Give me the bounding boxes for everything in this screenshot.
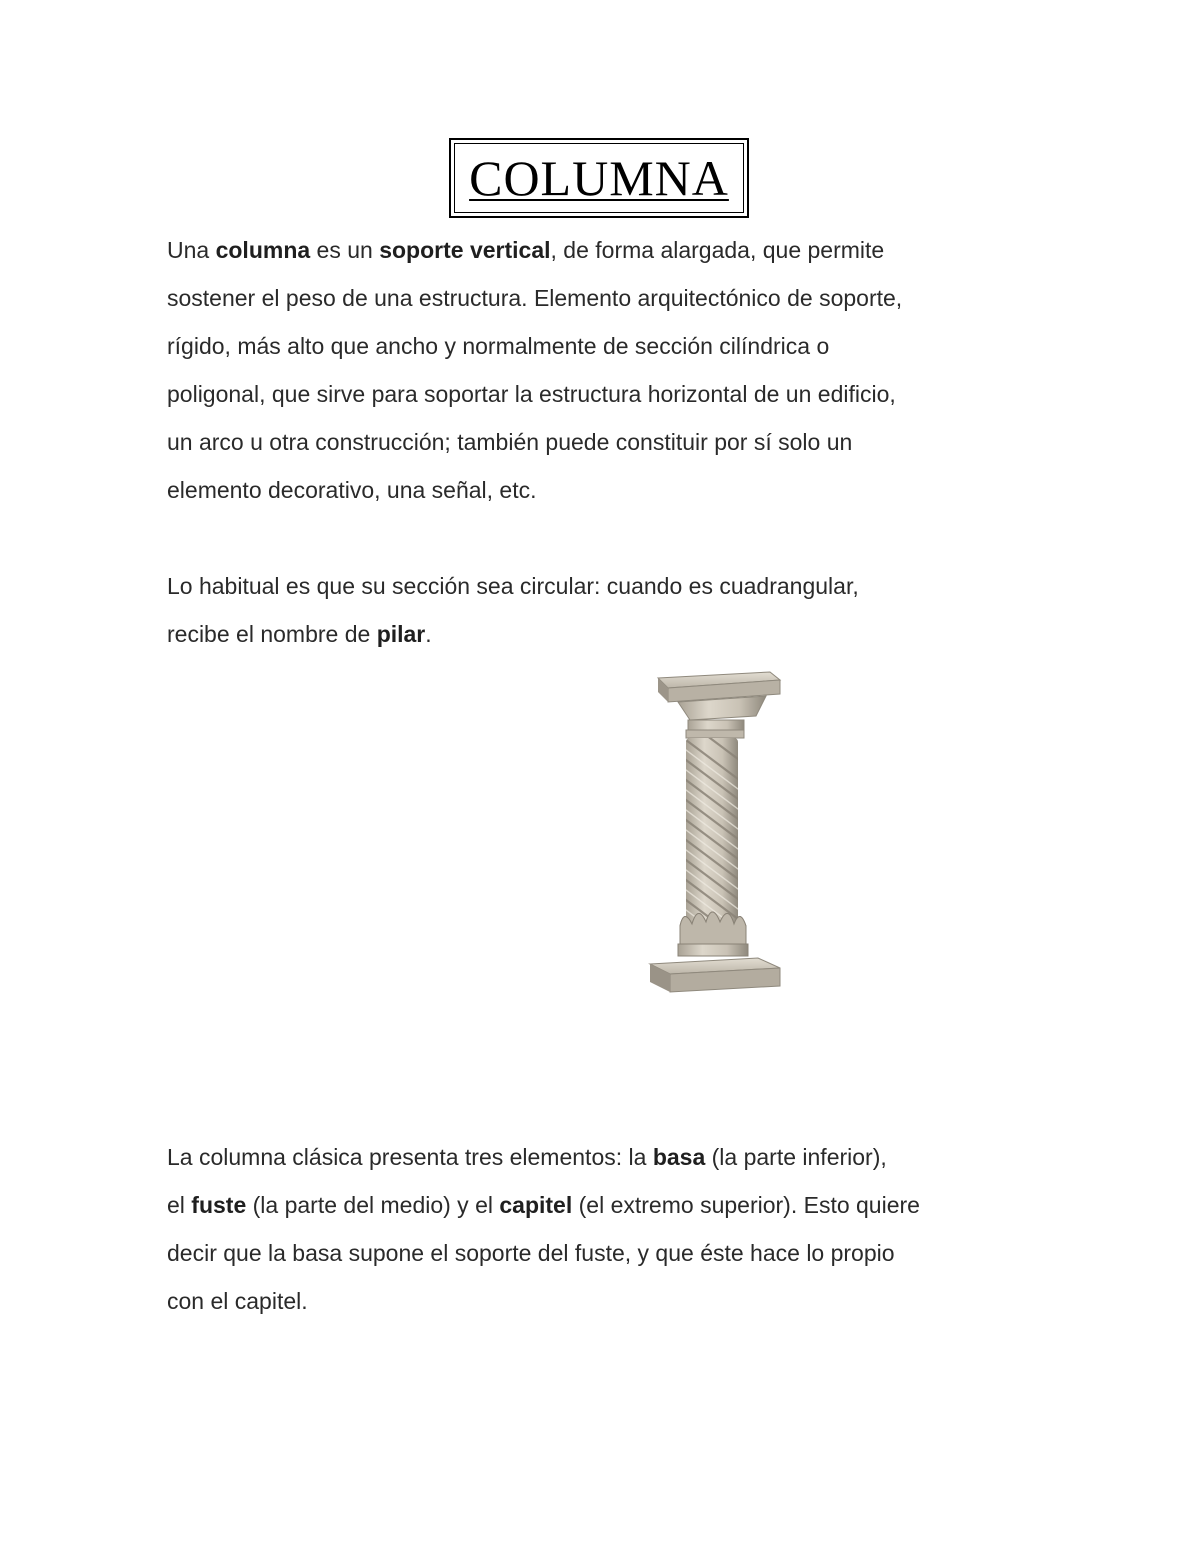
paragraph-section bbox=[167, 562, 1047, 658]
title-box bbox=[449, 138, 749, 218]
bold-term-capitel: capitel bbox=[499, 1192, 573, 1218]
text-line: un arco u otra construcción; también puede constituir por sí solo un bbox=[167, 429, 853, 455]
text-run: es un bbox=[310, 237, 380, 263]
bold-term-fuste: fuste bbox=[191, 1192, 247, 1218]
column-illustration bbox=[640, 668, 790, 996]
text-run: recibe el nombre de bbox=[167, 621, 377, 647]
bold-term-soporte-vertical: soporte vertical bbox=[379, 237, 551, 263]
text-line bbox=[167, 226, 1047, 274]
twisted-column-icon bbox=[640, 668, 790, 996]
text-run: el bbox=[167, 1192, 192, 1218]
text-line: elemento decorativo, una señal, etc. bbox=[167, 477, 537, 503]
bold-term-pilar: pilar bbox=[376, 621, 426, 647]
text-run: (la parte inferior), bbox=[705, 1144, 887, 1170]
text-run: , de forma alargada, que permite bbox=[550, 237, 885, 263]
text-line: sostener el peso de una estructura. Elemento arquitectónico de soporte, bbox=[167, 285, 903, 311]
text-line: poligonal, que sirve para soportar la estructura horizontal de un edificio, bbox=[167, 381, 896, 407]
text-run: La columna clásica presenta tres elementos: la bbox=[167, 1144, 653, 1170]
text-run: Una bbox=[167, 237, 216, 263]
page-title: COLUMNA bbox=[469, 150, 729, 206]
text-line: decir que la basa supone el soporte del fuste, y que éste hace lo propio bbox=[167, 1240, 895, 1266]
text-run: (el extremo superior). Esto quiere bbox=[572, 1192, 920, 1218]
text-line: rígido, más alto que ancho y normalmente de sección cilíndrica o bbox=[167, 333, 830, 359]
text-run: . bbox=[425, 621, 432, 647]
text-line bbox=[167, 1181, 1047, 1229]
bold-term-basa: basa bbox=[652, 1144, 706, 1170]
paragraph-definition bbox=[167, 226, 1047, 514]
text-line bbox=[167, 1133, 1047, 1181]
text-run: (la parte del medio) y el bbox=[246, 1192, 500, 1218]
title-frame bbox=[454, 143, 744, 213]
text-line bbox=[167, 610, 1047, 658]
text-line: Lo habitual es que su sección sea circular: cuando es cuadrangular, bbox=[167, 573, 859, 599]
bold-term-columna: columna bbox=[215, 237, 311, 263]
text-line: con el capitel. bbox=[167, 1288, 308, 1314]
paragraph-classic-parts bbox=[167, 1133, 1047, 1325]
